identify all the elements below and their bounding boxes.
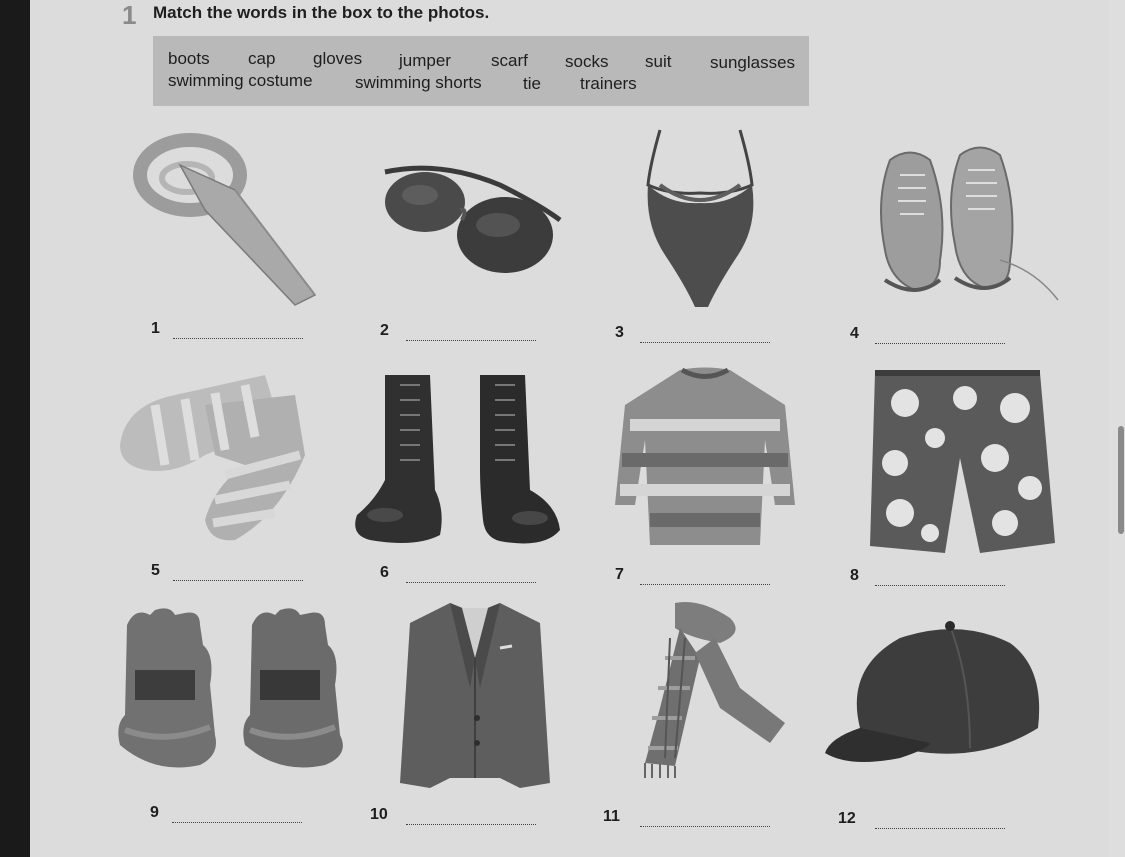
- answer-blank[interactable]: [406, 824, 536, 825]
- word-swimming-shorts: swimming shorts: [355, 73, 482, 92]
- cap-photo: [820, 618, 1045, 773]
- word-sunglasses: sunglasses: [710, 53, 796, 72]
- item-number: 1: [151, 320, 160, 337]
- item-number: 6: [380, 564, 389, 581]
- answer-blank[interactable]: [172, 822, 302, 823]
- item-number: 9: [150, 804, 159, 821]
- word-cap: cap: [248, 49, 276, 68]
- boots-photo: [345, 370, 565, 550]
- word-scarf: scarf: [491, 51, 528, 70]
- answer-blank[interactable]: [640, 342, 770, 343]
- tie-photo: [125, 120, 320, 310]
- word-box: [153, 36, 809, 106]
- answer-blank[interactable]: [406, 582, 536, 583]
- item-number: 5: [151, 562, 160, 579]
- jumper-photo: [610, 365, 800, 555]
- bleed-through-text: [630, 0, 633, 18]
- word-socks: socks: [565, 52, 609, 71]
- answer-blank[interactable]: [875, 828, 1005, 829]
- item-number: 4: [850, 325, 859, 342]
- swimming-shorts-photo: [855, 368, 1060, 558]
- sunglasses-photo: [380, 160, 565, 275]
- trainers-photo: [860, 140, 1060, 305]
- exercise-instruction: Match the words in the box to the photos.: [153, 3, 490, 22]
- answer-blank[interactable]: [640, 826, 770, 827]
- word-boots: boots: [168, 49, 210, 68]
- item-number: 10: [370, 806, 388, 823]
- word-suit: suit: [645, 52, 672, 71]
- item-number: 3: [615, 324, 624, 341]
- word-jumper: jumper: [399, 51, 451, 70]
- item-number: 2: [380, 322, 389, 339]
- suit-photo: [400, 598, 550, 793]
- answer-blank[interactable]: [875, 585, 1005, 586]
- answer-blank[interactable]: [173, 338, 303, 339]
- gloves-photo: [115, 605, 355, 780]
- answer-blank[interactable]: [640, 584, 770, 585]
- item-number: 12: [838, 810, 856, 827]
- word-tie: tie: [523, 74, 541, 93]
- exercise-number: 1: [122, 0, 137, 30]
- answer-blank[interactable]: [406, 340, 536, 341]
- scarf-photo: [620, 598, 790, 778]
- item-number: 8: [850, 567, 859, 584]
- worksheet-page: [30, 0, 1110, 857]
- word-swimming-costume: swimming costume: [168, 71, 313, 90]
- word-gloves: gloves: [313, 49, 363, 68]
- answer-blank[interactable]: [173, 580, 303, 581]
- item-number: 11: [603, 808, 620, 825]
- scrollbar-thumb[interactable]: [1118, 426, 1124, 534]
- item-number: 7: [615, 566, 624, 583]
- swimming-costume-photo: [640, 125, 760, 315]
- word-trainers: trainers: [580, 74, 637, 93]
- socks-photo: [115, 365, 315, 545]
- answer-blank[interactable]: [875, 343, 1005, 344]
